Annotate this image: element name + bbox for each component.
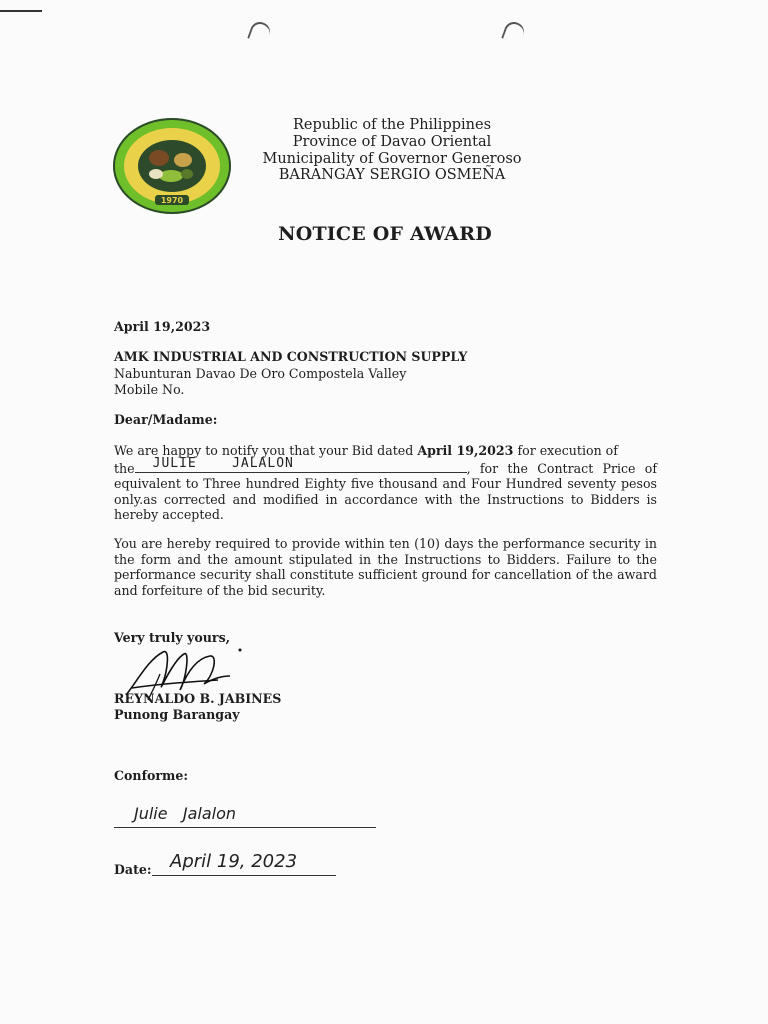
header-municipality: Municipality of Governor Generoso (262, 151, 522, 167)
signatory-title: Punong Barangay (114, 707, 240, 722)
conforme-handwritten-name: Julie Jalalon (134, 804, 236, 823)
page-corner-mark (0, 10, 42, 12)
bid-date: April 19,2023 (417, 443, 514, 458)
document-title: NOTICE OF AWARD (278, 223, 492, 245)
performance-security-paragraph: You are hereby required to provide within ten (10) days the performance security in the form and the amount stipulated in the Instructions to Bidders. Failure to the performance security shall constitute sufficient ground for cancellation of the award and forfeiture of the bid security. (114, 536, 657, 598)
closing: Very truly yours, (114, 630, 231, 645)
date-label: Date: (114, 862, 152, 877)
signatory-name: REYNALDO B. JABINES (114, 691, 282, 706)
p1-text-b: for execution of (513, 443, 618, 458)
salutation: Dear/Madame: (114, 412, 218, 427)
recipient-mobile: Mobile No. (114, 382, 185, 397)
p1-the: the (114, 460, 135, 476)
conforme-label: Conforme: (114, 768, 189, 783)
project-name-handwritten: JULIE JALALON (152, 455, 294, 471)
conforme-handwritten-date: April 19, 2023 (170, 851, 298, 872)
award-paragraph (114, 443, 657, 523)
p1-text-a: We are happy to notify you that your Bid dated (114, 443, 418, 458)
p1-text-c: , for the Contract Price of equivalent to Three hundred Eighty five thousand and Four Hundred seventy pesos only.as corrected and modified in accordance with the Instructions to Bidders is hereby accepted. (114, 460, 657, 522)
header-province: Province of Davao Oriental (292, 134, 492, 150)
punch-hole-left (247, 19, 273, 45)
punch-hole-right (501, 19, 527, 45)
recipient-address: Nabunturan Davao De Oro Compostela Valley (114, 366, 407, 381)
recipient-name: AMK INDUSTRIAL AND CONSTRUCTION SUPPLY (114, 349, 468, 364)
svg-text:1970: 1970 (160, 196, 184, 205)
date-line (152, 875, 336, 876)
barangay-seal-logo (111, 116, 233, 216)
letter-date: April 19,2023 (114, 319, 211, 334)
conforme-signature-line (114, 827, 376, 828)
header-republic: Republic of the Philippines (292, 117, 492, 133)
header-barangay: BARANGAY SERGIO OSMEÑA (278, 167, 506, 183)
project-name-line (135, 455, 467, 473)
